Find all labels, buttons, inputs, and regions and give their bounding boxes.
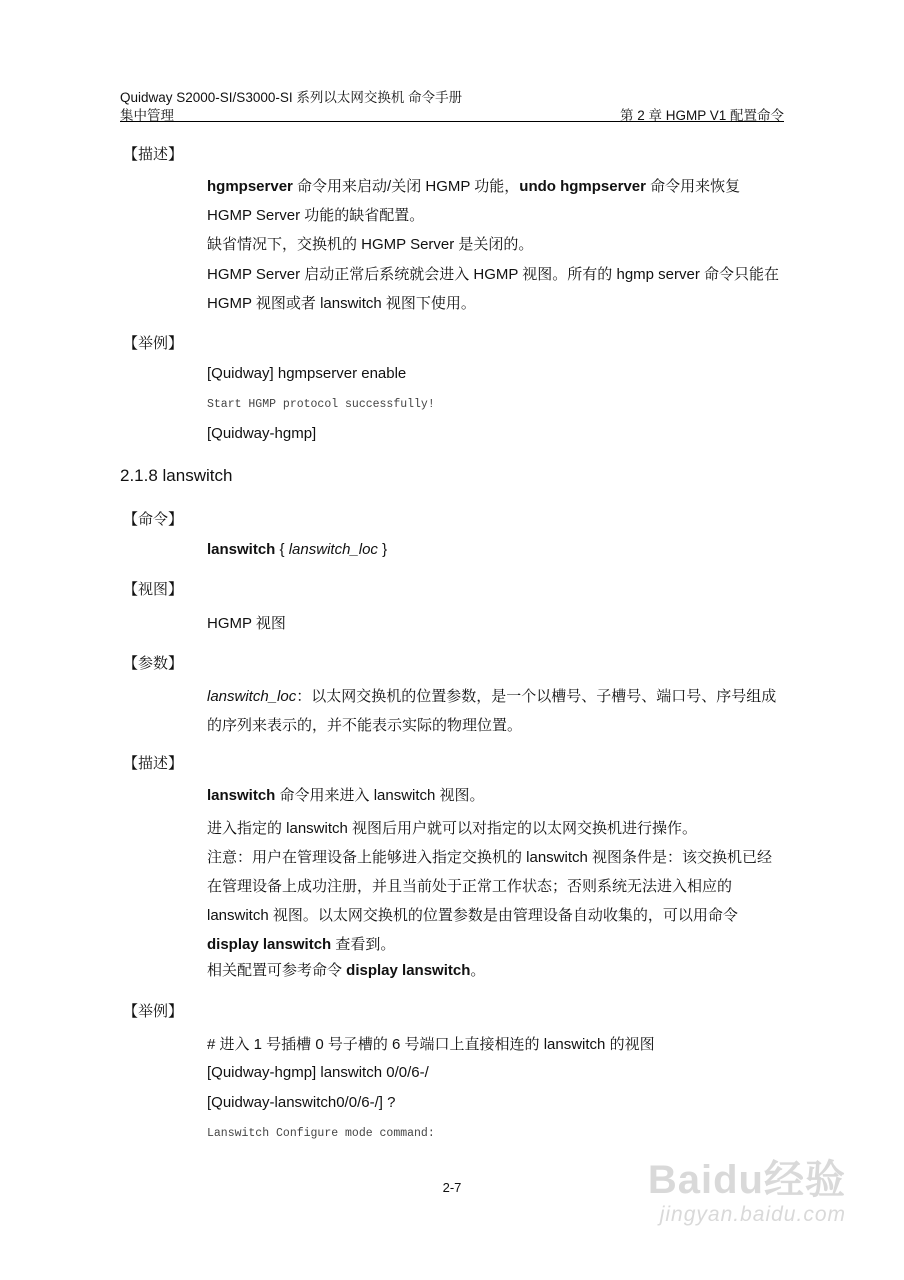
header-rule xyxy=(120,121,784,122)
description-paragraph-1: hgmpserver 命令用来启动/关闭 HGMP 功能，undo hgmpserver 命令用来恢复 HGMP Server 功能的缺省配置。 xyxy=(207,178,741,224)
command-keyword: lanswitch xyxy=(207,541,276,558)
lanswitch-description-2: 进入指定的 lanswitch 视图后用户就可以对指定的以太网交换机进行操作。 xyxy=(207,820,698,837)
header-chapter-group: 集中管理 xyxy=(120,108,174,123)
keyword-undo-hgmpserver: undo hgmpserver xyxy=(519,178,646,195)
watermark xyxy=(648,1148,846,1227)
example-output-1: Start HGMP protocol successfully! xyxy=(207,398,435,411)
command-parameter: lanswitch_loc xyxy=(288,541,378,558)
example-output-lanswitch: Lanswitch Configure mode command: xyxy=(207,1127,435,1140)
section-label-example-2: 【举例】 xyxy=(123,1003,184,1020)
command-syntax: lanswitch { lanswitch_loc } xyxy=(207,541,388,558)
header-chapter-title: 第 2 章 HGMP V1 配置命令 xyxy=(619,108,784,123)
view-text: HGMP 视图 xyxy=(207,615,286,632)
example-comment: # 进入 1 号插槽 0 号子槽的 6 号端口上直接相连的 lanswitch 的视图 xyxy=(207,1036,655,1053)
example-command-2: [Quidway-hgmp] xyxy=(207,425,317,442)
section-label-example: 【举例】 xyxy=(123,335,184,352)
keyword-lanswitch: lanswitch xyxy=(207,787,276,804)
watermark-url: jingyan.baidu.com xyxy=(659,1203,846,1226)
section-label-parameters: 【参数】 xyxy=(123,655,184,672)
description-paragraph-2: 缺省情况下，交换机的 HGMP Server 是关闭的。 xyxy=(207,236,534,253)
section-heading: 2.1.8 lanswitch xyxy=(120,466,233,485)
parameter-name: lanswitch_loc xyxy=(207,688,297,705)
keyword-hgmpserver: hgmpserver xyxy=(207,178,293,195)
example-command-lanswitch: [Quidway-hgmp] lanswitch 0/0/6-/ xyxy=(207,1064,429,1081)
example-command-1: [Quidway] hgmpserver enable xyxy=(207,365,407,382)
description-paragraph-3: HGMP Server 启动正常后系统就会进入 HGMP 视图。所有的 hgmp server 命令只能在 HGMP 视图或者 lanswitch 视图下使用。 xyxy=(207,266,780,312)
header-title: Quidway S2000-SI/S3000-SI 系列以太网交换机 命令手册 xyxy=(120,90,463,105)
parameter-description: lanswitch_loc：以太网交换机的位置参数，是一个以槽号、子槽号、端口号、序号组成的序列来表示的，并不能表示实际的物理位置。 xyxy=(207,688,777,734)
section-label-description-2: 【描述】 xyxy=(123,755,184,772)
keyword-display-lanswitch: display lanswitch xyxy=(207,936,332,953)
lanswitch-description-1: lanswitch 命令用来进入 lanswitch 视图。 xyxy=(207,787,485,804)
watermark-logo: Baidu经验 xyxy=(647,1158,846,1202)
example-command-help: [Quidway-lanswitch0/0/6-/] ? xyxy=(207,1094,396,1111)
section-label-description: 【描述】 xyxy=(123,146,184,163)
lanswitch-note: 注意：用户在管理设备上能够进入指定交换机的 lanswitch 视图条件是：该交换机已经在管理设备上成功注册，并且当前处于正常工作状态；否则系统无法进入相应的 lanswitch 视图。以太网交换机的位置参数是由管理设备自动收集的，可以用命令 display lanswitch 查看到。 xyxy=(207,849,773,953)
keyword-display-lanswitch-2: display lanswitch xyxy=(346,962,471,979)
section-label-view: 【视图】 xyxy=(123,581,184,598)
related-config: 相关配置可参考命令 display lanswitch。 xyxy=(207,962,486,979)
page-number: 2-7 xyxy=(442,1180,462,1195)
section-label-command: 【命令】 xyxy=(123,511,184,528)
